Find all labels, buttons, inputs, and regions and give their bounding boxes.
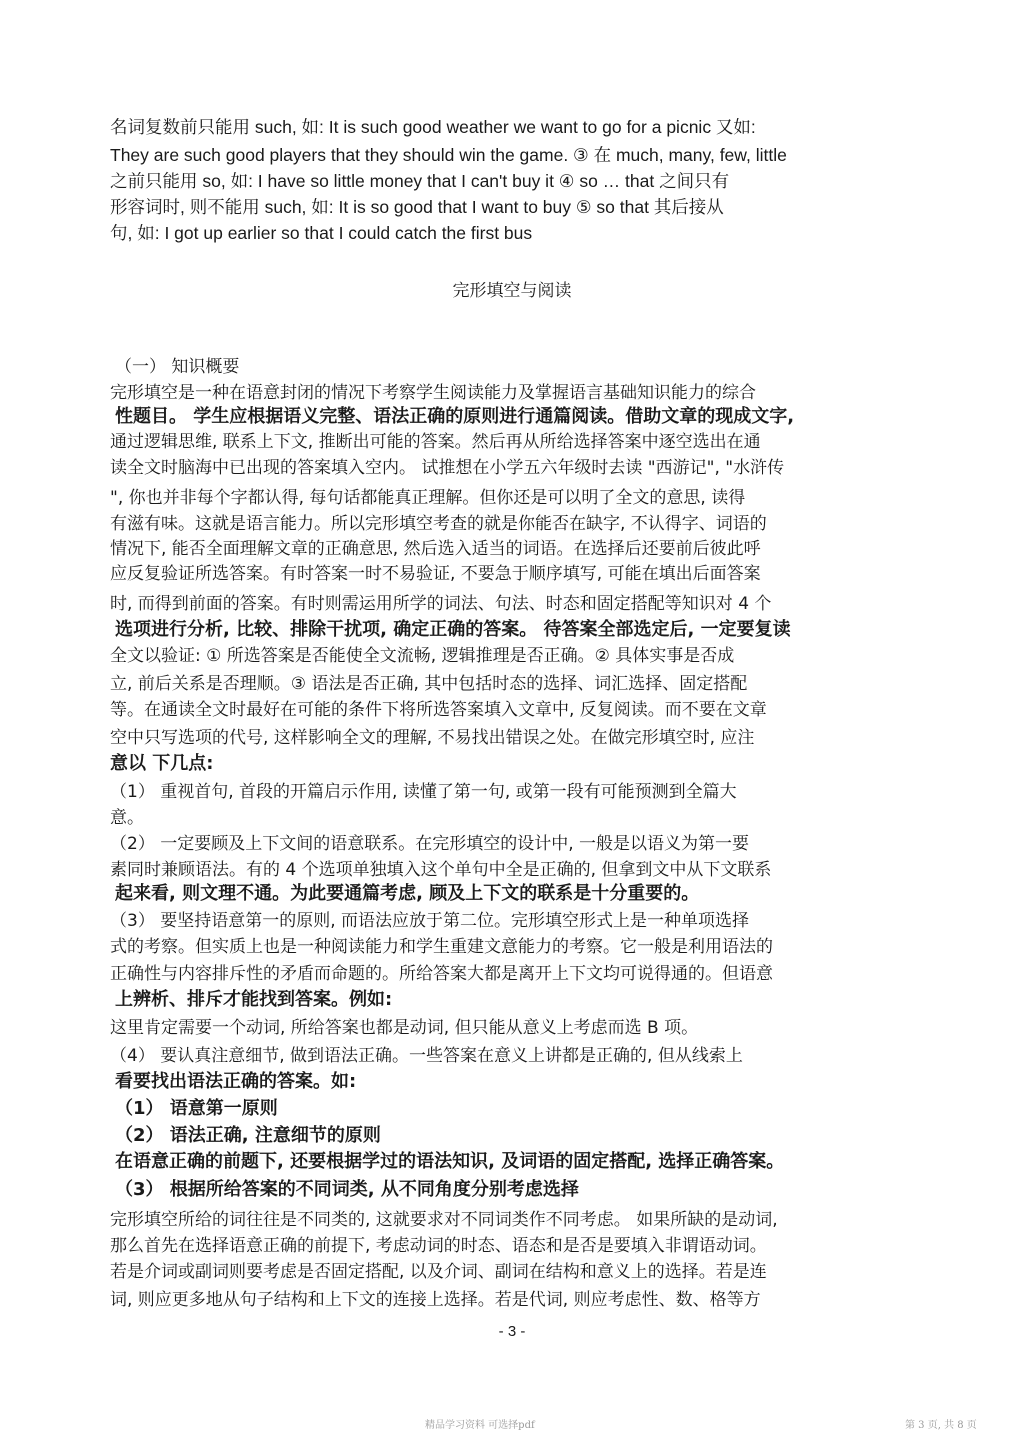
body-line: 读全文时脑海中已出现的答案填入空内。 试推想在小学五六年级时去读 "西游记", "水浒传: [110, 458, 785, 478]
body-line: ", 你也并非每个字都认得, 每句话都能真正理解。但你还是可以明了全文的意思, 读得: [110, 488, 746, 508]
body-line: 这里肯定需要一个动词, 所给答案也都是动词, 但只能从意义上考虑而选 B 项。: [110, 1018, 699, 1038]
body-line: 通过逻辑思维, 联系上下文, 推断出可能的答案。然后再从所给选择答案中逐空选出在通: [110, 432, 761, 452]
section-title: 完形填空与阅读: [452, 281, 572, 301]
body-line: 起来看, 则文理不通。为此要通篇考虑, 顾及上下文的联系是十分重要的。: [115, 883, 700, 904]
text-line: 形容词时, 则不能用 such, 如: It is so good that I want to buy ⑤ so that 其后接从: [110, 197, 724, 217]
text-line: 句, 如: I got up earlier so that I could catch the first bus: [110, 223, 533, 243]
body-line: 立, 前后关系是否理顺。③ 语法是否正确, 其中包括时态的选择、词汇选择、固定搭配: [110, 674, 748, 694]
body-line: 情况下, 能否全面理解文章的正确意思, 然后选入适当的词语。在选择后还要前后彼此呼: [110, 539, 761, 559]
body-line: 时, 而得到前面的答案。有时则需运用所学的词法、句法、时态和固定搭配等知识对 4 个: [110, 594, 772, 614]
body-line: （1） 重视首句, 首段的开篇启示作用, 读懂了第一句, 或第一段有可能预测到全篇大: [110, 782, 737, 802]
body-line: 意以 下几点:: [110, 753, 214, 774]
body-line: 词, 则应更多地从句子结构和上下文的连接上选择。若是代词, 则应考虑性、数、格等方: [110, 1290, 761, 1310]
body-line: 完形填空所给的词往往是不同类的, 这就要求对不同词类作不同考虑。 如果所缺的是动词,: [110, 1210, 778, 1230]
body-line: 有滋有味。这就是语言能力。所以完形填空考查的就是你能否在缺字, 不认得字、词语的: [110, 514, 767, 534]
page-number: - 3 -: [498, 1323, 526, 1340]
body-line: 素同时兼顾语法。有的 4 个选项单独填入这个单句中全是正确的, 但拿到文中从下文联系: [110, 860, 772, 880]
body-line: 上辨析、排斥才能找到答案。例如:: [115, 989, 393, 1010]
body-line: （3） 要坚持语意第一的原则, 而语法应放于第二位。完形填空形式上是一种单项选择: [110, 911, 750, 931]
text-line: They are such good players that they should win the game. ③ 在 much, many, few, little: [110, 145, 787, 165]
body-line: （3） 根据所给答案的不同词类, 从不同角度分别考虑选择: [115, 1179, 579, 1200]
body-line: 应反复验证所选答案。有时答案一时不易验证, 不要急于顺序填写, 可能在填出后面答案: [110, 564, 761, 584]
body-line: 在语意正确的前题下, 还要根据学过的语法知识, 及词语的固定搭配, 选择正确答案。: [115, 1151, 785, 1172]
body-line: 全文以验证: ① 所选答案是否能使全文流畅, 逻辑推理是否正确。② 具体实事是否成: [110, 646, 735, 666]
body-line: 等。在通读全文时最好在可能的条件下将所选答案填入文章中, 反复阅读。而不要在文章: [110, 700, 767, 720]
text-line: 名词复数前只能用 such, 如: It is such good weather we want to go for a picnic 又如:: [110, 117, 756, 137]
body-line: （2） 语法正确, 注意细节的原则: [115, 1125, 381, 1146]
footer-right: 第 3 页, 共 8 页: [905, 1420, 977, 1431]
body-line: （2） 一定要顾及上下文间的语意联系。在完形填空的设计中, 一般是以语义为第一要: [110, 834, 750, 854]
body-line: 式的考察。但实质上也是一种阅读能力和学生重建文意能力的考察。它一般是利用语法的: [110, 937, 773, 957]
body-line: 空中只写选项的代号, 这样影响全文的理解, 不易找出错误之处。在做完形填空时, 应注: [110, 728, 755, 748]
body-line: 完形填空是一种在语意封闭的情况下考察学生阅读能力及掌握语言基础知识能力的综合: [110, 383, 756, 403]
body-line: 正确性与内容排斥性的矛盾而命题的。所给答案大都是离开上下文均可说得通的。但语意: [110, 964, 773, 984]
body-line: 那么首先在选择语意正确的前提下, 考虑动词的时态、语态和是否是要填入非谓语动词。: [110, 1236, 767, 1256]
footer-left: 精品学习资料 可选择pdf: [425, 1420, 535, 1431]
text-line: 之前只能用 so, 如: I have so little money that I can't buy it ④ so … that 之间只有: [110, 171, 730, 191]
body-line: （4） 要认真注意细节, 做到语法正确。一些答案在意义上讲都是正确的, 但从线索上: [110, 1046, 743, 1066]
body-line: 意。: [110, 808, 144, 828]
body-line: （一） 知识概要: [115, 357, 240, 377]
body-line: 选项进行分析, 比较、排除干扰项, 确定正确的答案。 待答案全部选定后, 一定要复读: [115, 619, 791, 640]
body-line: 性题目。 学生应根据语义完整、语法正确的原则进行通篇阅读。借助文章的现成文字,: [115, 406, 795, 427]
body-line: 若是介词或副词则要考虑是否固定搭配, 以及介词、副词在结构和意义上的选择。若是连: [110, 1262, 767, 1282]
body-line: 看要找出语法正确的答案。如:: [115, 1071, 357, 1092]
body-line: （1） 语意第一原则: [115, 1098, 278, 1119]
